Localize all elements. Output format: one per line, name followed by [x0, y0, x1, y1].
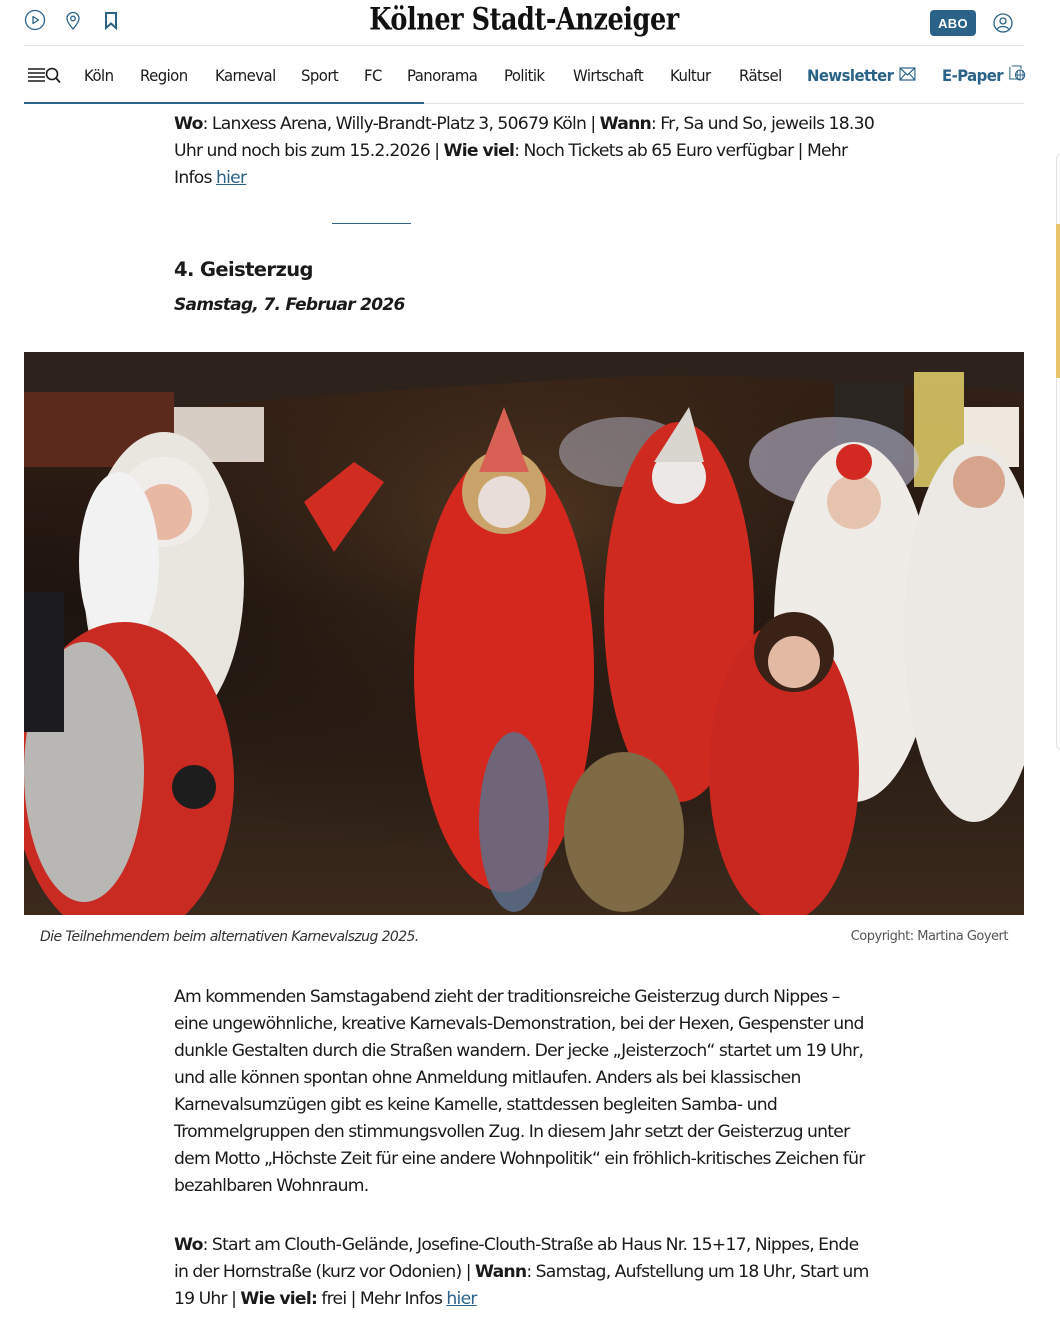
play-icon[interactable] — [24, 9, 46, 31]
wieviel-text: : Noch Tickets ab 65 Euro verfügbar | Mehr Infos — [174, 141, 848, 188]
wieviel-text: frei | Mehr Infos — [317, 1289, 447, 1309]
nav-item-raetsel[interactable]: Rätsel — [739, 65, 782, 85]
reading-progress-bar — [24, 102, 1024, 104]
wo-label: Wo — [174, 1235, 203, 1255]
nav-item-sport[interactable]: Sport — [301, 65, 339, 85]
info-block-geisterzug — [174, 1232, 874, 1313]
nav-items — [84, 47, 1004, 103]
wieviel-label: Wie viel: — [240, 1289, 318, 1309]
wo-label: Wo — [174, 114, 203, 134]
nav-item-wirtschaft[interactable]: Wirtschaft — [573, 65, 644, 85]
wann-text: : Fr, Sa und So, jeweils 18.30 Uhr und noch bis zum 15.2.2026 | — [174, 114, 875, 161]
photo-copyright: Copyright: Martina Goyert — [850, 929, 1008, 944]
section-divider — [332, 223, 411, 224]
section-title: 4. Geisterzug — [174, 258, 313, 281]
epaper-label: E-Paper — [942, 65, 1004, 85]
wo-text: : Start am Clouth-Gelände, Josefine-Clouth-Straße ab Haus Nr. 15+17, Nippes, Ende in der Hornstraße (kurz vor Odonien) | — [174, 1235, 859, 1282]
wann-label: Wann — [599, 114, 652, 134]
nav-item-newsletter[interactable] — [807, 66, 916, 85]
nav-item-region[interactable]: Region — [140, 65, 188, 85]
info-block-arena — [174, 111, 874, 192]
photo-caption: Die Teilnehmendem beim alternativen Karnevalszug 2025. — [40, 929, 419, 945]
wann-text: : Samstag, Aufstellung um 18 Uhr, Start um 19 Uhr | — [174, 1262, 869, 1309]
site-logo[interactable] — [348, 2, 700, 36]
wieviel-label: Wie viel — [443, 141, 515, 161]
more-info-link[interactable]: hier — [446, 1289, 477, 1309]
nav-item-fc[interactable]: FC — [364, 65, 382, 85]
envelope-icon — [899, 66, 916, 85]
nav-item-politik[interactable]: Politik — [504, 65, 545, 85]
more-info-link[interactable]: hier — [215, 168, 247, 188]
header-left-icons — [24, 9, 122, 31]
body-paragraph: Am kommenden Samstagabend zieht der traditionsreiche Geisterzug durch Nippes – eine ungewöhnliche, kreative Karnevals-Demonstration, bei der Hexen, Gespenster und dunkle Gestalten durch die Straßen wandern. Der jecke „Jeisterzoch“ startet um 19 Uhr, und alle können spontan ohne Anmeldung mitlaufen. Anders als bei klassischen Karnevalsumzügen gibt es keine Kamelle, stattdessen begleiten Samba- und Trommelgruppen den stimmungsvollen Zug. In diesem Jahr setzt der Geisterzug unter dem Motto „Höchste Zeit für eine andere Wohnpolitik“ ein fröhlich-kritisches Zeichen für bezahlbaren Wohnraum. — [174, 987, 865, 1196]
bookmark-icon[interactable] — [100, 9, 122, 31]
user-icon[interactable] — [992, 12, 1014, 34]
location-pin-icon[interactable] — [62, 9, 84, 31]
main-navigation — [24, 47, 1024, 104]
abo-button[interactable]: ABO — [930, 10, 976, 36]
top-bar — [24, 0, 1024, 46]
nav-item-panorama[interactable]: Panorama — [407, 65, 478, 85]
menu-search-icon[interactable] — [27, 66, 61, 89]
side-scroll-thumb[interactable] — [1056, 224, 1060, 378]
nav-item-karneval[interactable]: Karneval — [215, 65, 276, 85]
logo-text: Kölner Stadt-Anzeiger — [369, 1, 679, 37]
nav-item-koeln[interactable]: Köln — [84, 65, 114, 85]
article-photo[interactable] — [24, 352, 1024, 915]
photo-illustration — [24, 352, 1024, 915]
nav-item-epaper[interactable] — [942, 65, 1025, 85]
epaper-globe-icon — [1009, 65, 1026, 85]
section-date: Samstag, 7. Februar 2026 — [174, 295, 405, 315]
newsletter-label: Newsletter — [807, 65, 894, 85]
wo-text: : Lanxess Arena, Willy-Brandt-Platz 3, 50679 Köln | — [202, 114, 600, 134]
reading-progress-fill — [24, 102, 424, 104]
nav-item-kultur[interactable]: Kultur — [670, 65, 711, 85]
wann-label: Wann — [474, 1262, 527, 1282]
